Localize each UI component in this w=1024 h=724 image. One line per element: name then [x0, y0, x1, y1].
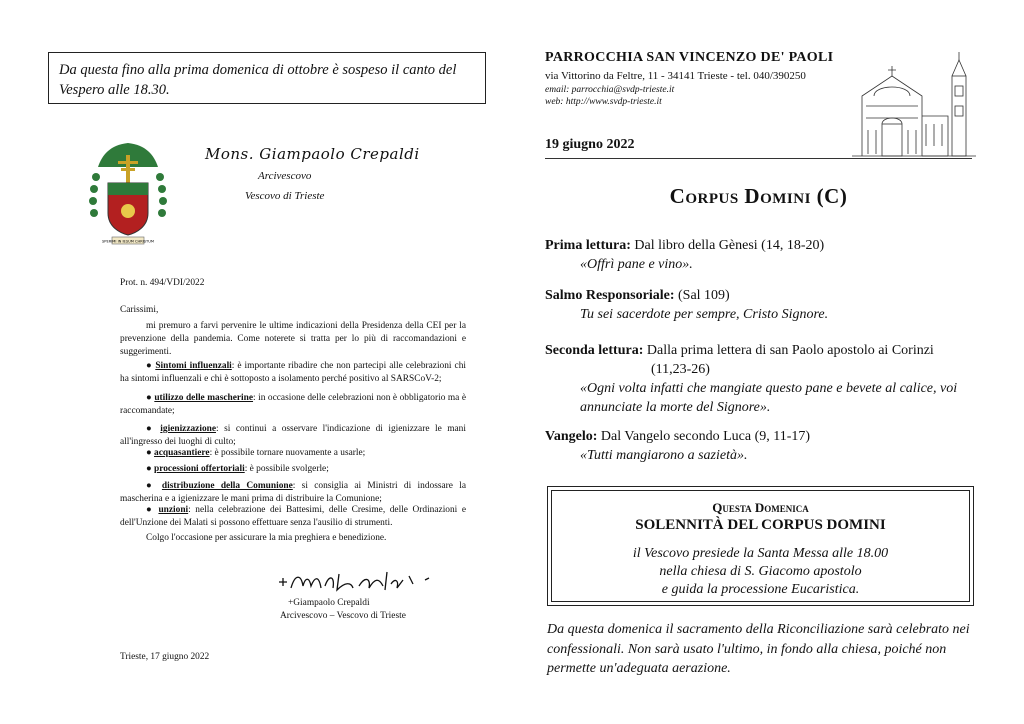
parish-name: PARROCCHIA SAN VINCENZO DE' PAOLI [545, 50, 834, 65]
letter-item-list [120, 360, 466, 386]
announcement-title: SOLENNITÀ DEL CORPUS DOMINI [635, 517, 886, 533]
reading-first: Prima lettura: Dal libro della Gènesi (14, 18-20) «Offrì pane e vino». [545, 238, 825, 272]
reading-second: Seconda lettura: Dalla prima lettera di san Paolo apostolo ai Corinzi (11,23-26) «Ogni volta infatti che mangiate questo pane e bevete al calice, voi annunciate la morte del Signore». [545, 343, 958, 415]
signer-block [280, 597, 406, 623]
letter-item: ● acquasantiere: è possibile tornare nuovamente a usarle; [146, 448, 366, 458]
letter-date: Trieste, 17 giugno 2022 [120, 652, 210, 662]
letter-item: ● igienizzazione: si continui a osservare l'indicazione di igienizzare le mani all'ingresso dei luoghi di culto; [120, 424, 466, 447]
church-drawing-icon [852, 46, 976, 158]
letter-item: ● unzioni: nella celebrazione dei Battesimi, delle Cresime, delle Ordinazioni e dell'Unzione dei Malati si possono effettuare senza l'ausilio di strumenti. [120, 505, 466, 528]
reading-psalm: Salmo Responsoriale: (Sal 109) Tu sei sacerdote per sempre, Cristo Signore. [545, 288, 829, 322]
handwritten-signature-icon [275, 568, 455, 598]
letter-closing: Colgo l'occasione per assicurare la mia preghiera e benedizione. [146, 533, 387, 543]
letter-salutation: Carissimi, [120, 305, 159, 315]
announcement-line: e guida la processione Eucaristica. [661, 582, 860, 597]
vespers-notice: Da questa fino alla prima domenica di ottobre è sospeso il canto del Vespero alle 18.30. [48, 52, 486, 104]
signer-title: Arcivescovo – Vescovo di Trieste [280, 611, 406, 621]
feast-title: Corpus Domini (C) [669, 184, 848, 208]
parish-address: via Vittorino da Feltre, 11 - 34141 Trieste - tel. 040/390250 [545, 70, 806, 82]
header-divider [545, 158, 972, 159]
signer-name: +Giampaolo Crepaldi [288, 598, 370, 608]
confession-note: Da questa domenica il sacramento della Riconciliazione sarà celebrato nei confessionali. Non sarà usato l'ultimo, in fondo alla chiesa, poiché non permette un'adeguata aerazione. [547, 622, 970, 676]
sunday-announcement-box [547, 486, 974, 606]
parish-email[interactable]: email: parrocchia@svdp-trieste.it [545, 85, 675, 95]
letter-item: ● Sintomi influenzali: è importante ribadire che non partecipi alle celebrazioni chi ha sintomi influenzali e chi è sottoposto a isolamento perché positivo al SARSCoV-2; [120, 361, 466, 384]
announcement-line: nella chiesa di S. Giacomo apostolo [659, 564, 862, 579]
letterhead-name: Mons. Giampaolo Crepaldi [205, 145, 420, 163]
announcement-line: il Vescovo presiede la Santa Messa alle 18.00 [632, 546, 889, 561]
announcement-heading: Questa Domenica [712, 500, 809, 515]
letterhead-see: Vescovo di Trieste [245, 190, 325, 202]
letter-item: ● distribuzione della Comunione: si consiglia ai Ministri di indossare la mascherina e a igienizzare le mani prima di distribuire la Comunione; [120, 481, 466, 504]
letter-intro: mi premuro a farvi pervenire le ultime indicazioni della Presidenza della CEI per la prevenzione della pandemia. Come noterete si tratta per lo più di raccomandazioni e suggerimenti. [120, 321, 466, 357]
crest-motto: SPERIMI IN IESUM CHRISTUM [102, 239, 154, 244]
protocol-number: Prot. n. 494/VDI/2022 [120, 278, 205, 288]
episcopal-crest-icon [88, 137, 168, 249]
parish-website[interactable]: web: http://www.svdp-trieste.it [545, 97, 662, 107]
letterhead-title: Arcivescovo [258, 170, 312, 182]
reading-gospel: Vangelo: Dal Vangelo secondo Luca (9, 11-17) «Tutti mangiarono a sazietà». [545, 429, 811, 463]
letter-item: ● processioni offertoriali: è possibile svolgerle; [146, 464, 329, 474]
bulletin-date: 19 giugno 2022 [545, 137, 635, 152]
letter-item: ● utilizzo delle mascherine: in occasione delle celebrazioni non è obbligatorio ma è raccomandate; [120, 393, 466, 416]
